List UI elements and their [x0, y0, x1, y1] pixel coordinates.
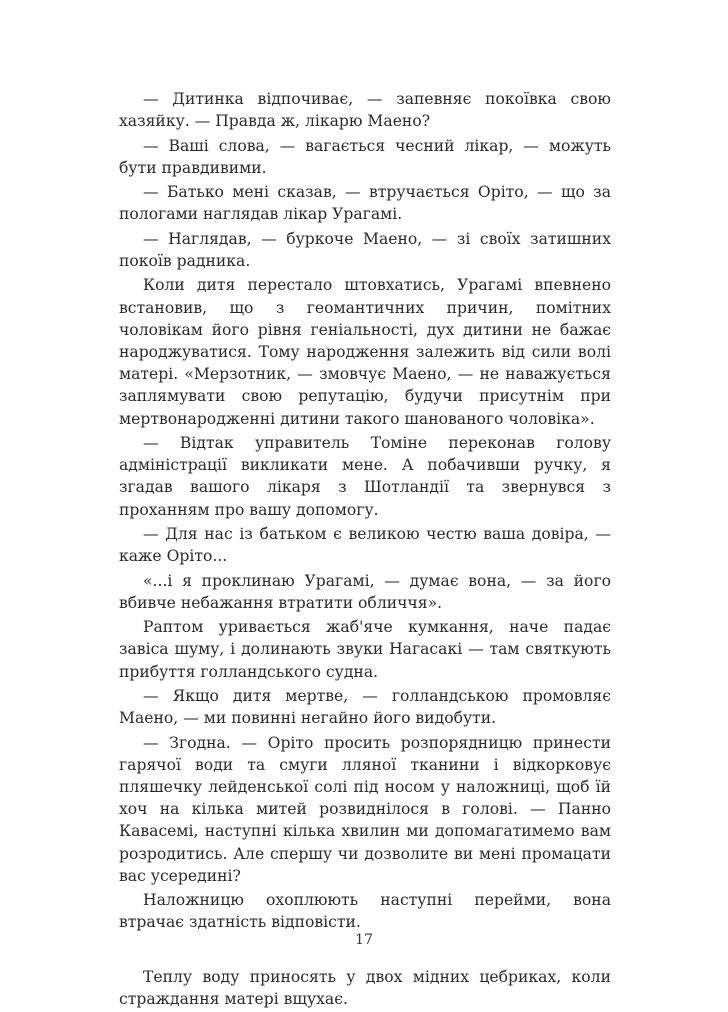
- paragraph-6: — Відтак управитель Томіне переконав голову адміністрації викликати мене. А побачивши ручку, я згадав вашого лікаря з Шотландії та звернувся з проханням про вашу допомогу.: [119, 433, 611, 519]
- paragraph-after-break: Теплу воду приносять у двох мідних цебриках, коли страждання матері вщухає.: [119, 967, 611, 1008]
- paragraph-7: — Для нас із батьком є великою честю ваша довіра, — каже Оріто...: [119, 524, 611, 566]
- paragraph-10: — Якщо дитя мертве, — голландською промовляє Маено, — ми повинні негайно його видобути.: [119, 686, 611, 728]
- page-number: 17: [355, 932, 373, 948]
- paragraph-1: — Дитинка відпочиває, — запевняє покоївка свою хазяйку. — Правда ж, лікарю Маено?: [119, 90, 611, 131]
- paragraph-3: — Батько мені сказав, — втручається Оріто, — що за пологами наглядав лікар Урагамі.: [119, 183, 611, 224]
- page-body-text: [119, 88, 611, 1012]
- paragraph-5: Коли дитя перестало штовхатись, Урагамі впевнено встановив, що з геомантичних причин, помітних чоловікам його рівня геніальності, дух дитини не бажає народжуватися. Тому народження залежить від сили волі матері. «Мерзотник, — змовчує Маено, — не наважується заплямувати свою репутацію, будучи присутнім при мертвонародженні дитини такого шанованого чоловіка».: [119, 276, 611, 428]
- paragraph-8: «...і я проклинаю Урагамі, — думає вона, — за його вбивче небажання втратити обличчя».: [119, 571, 611, 612]
- paragraph-4: — Наглядав, — буркоче Маено, — зі своїх затишних покоїв радника.: [119, 229, 611, 270]
- paragraph-2: — Ваші слова, — вагається чесний лікар, — можуть бути правдивими.: [119, 136, 611, 177]
- paragraph-12: Наложницю охоплюють наступні перейми, вона втрачає здатність відповісти.: [119, 891, 611, 932]
- paragraph-9: Раптом уривається жаб'яче кумкання, наче падає завіса шуму, і долинають звуки Нагасакі — там святкують прибуття голландського судна.: [119, 618, 611, 681]
- paragraph-11: — Згодна. — Оріто просить розпорядницю принести гарячої води та смуги лляної тканини і відкорковує пляшечку лейденської солі під носом у наложниці, щоб їй хоч на кілька митей розвиднілося в голові. — Панно Кавасемі, наступні кілька хвилин ми допомагатимемо вам розродитись. Але спершу чи дозволите ви мені промацати вас усередині?: [119, 733, 611, 885]
